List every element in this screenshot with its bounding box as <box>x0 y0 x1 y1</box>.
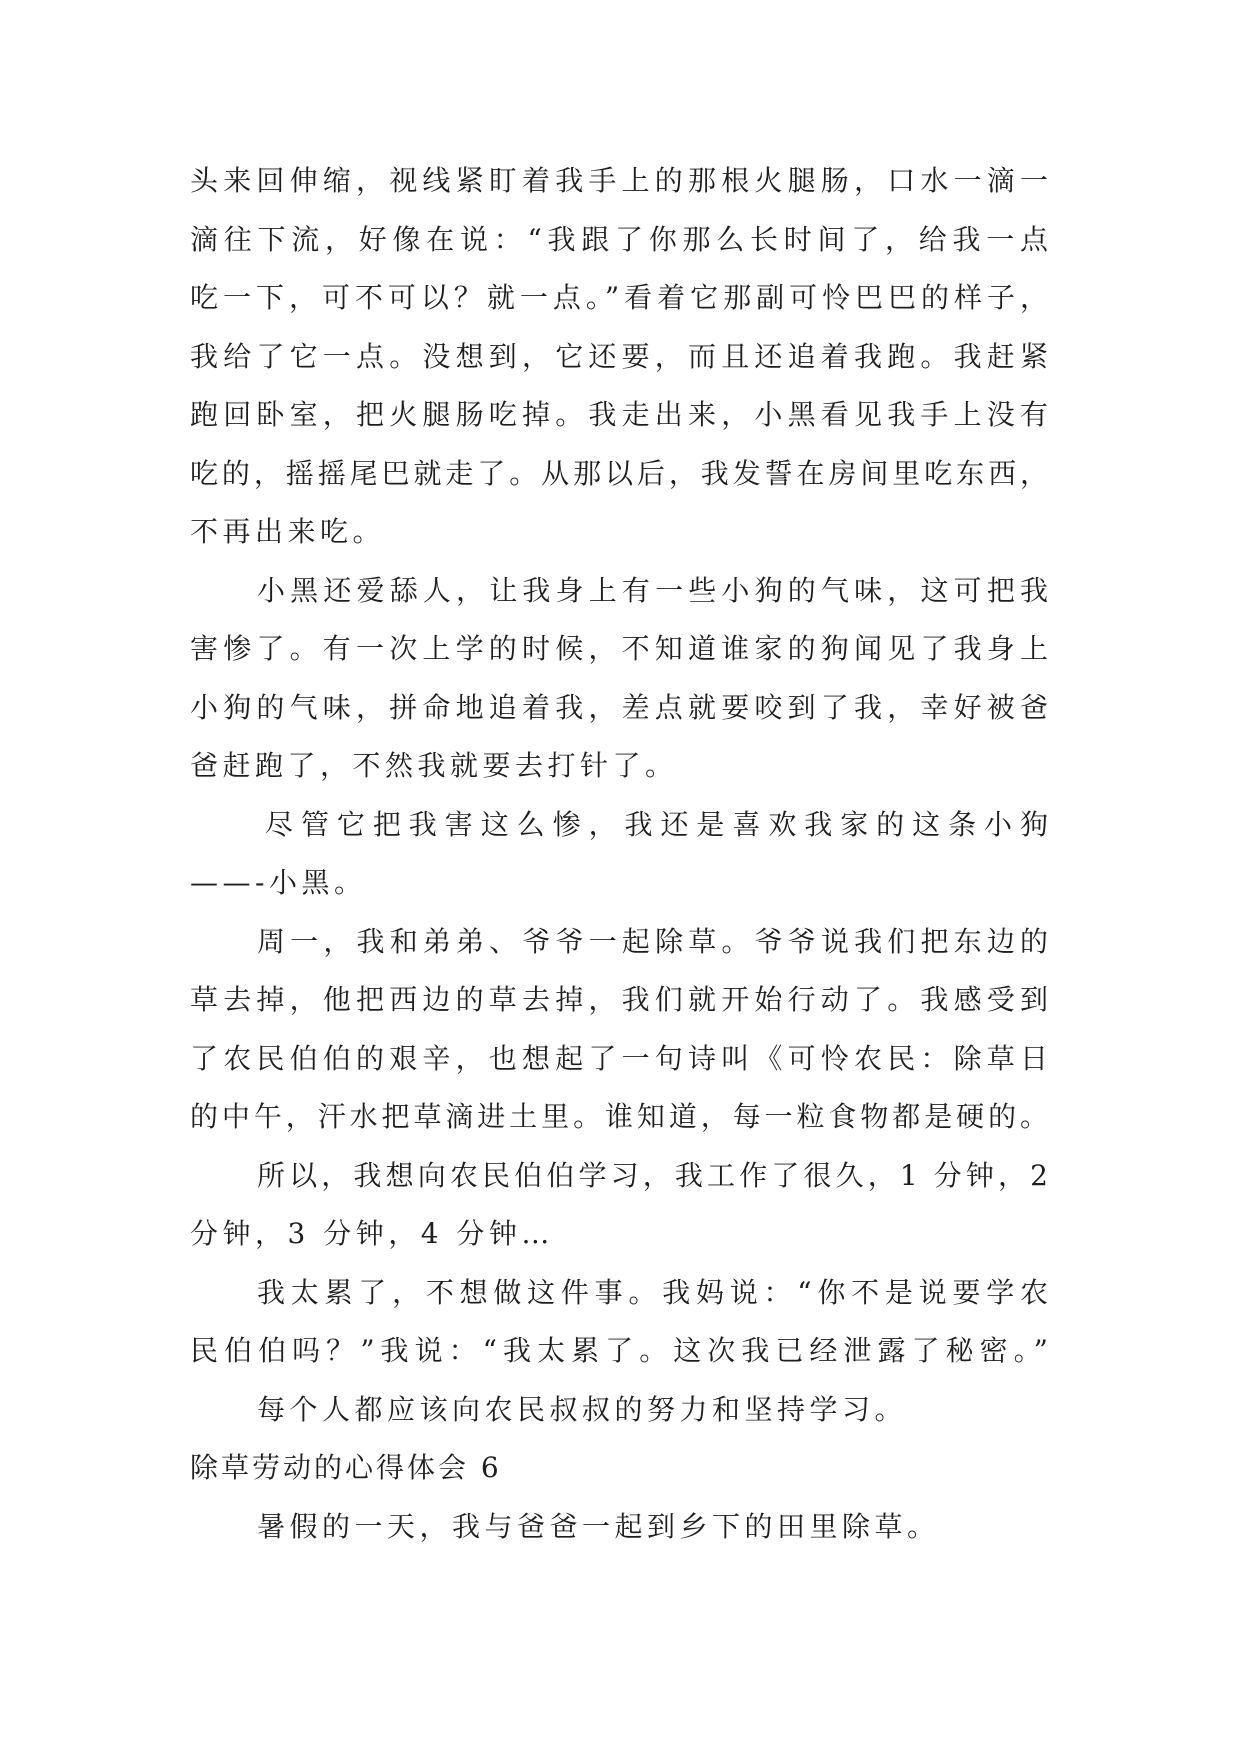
text-line: 暑假的一天，我与爸爸一起到乡下的田里除草。 <box>257 1509 940 1543</box>
text-line: 害惨了。有一次上学的时候，不知道谁家的狗闻见了我身上 <box>190 632 1051 665</box>
text-line: ——-小黑。 <box>190 866 367 899</box>
text-line: 草去掉，他把西边的草去掉，我们就开始行动了。我感受到 <box>190 983 1051 1016</box>
text-line: 吃一下，可不可以？就一点。”看着它那副可怜巴巴的样子， <box>190 281 1051 314</box>
text-line: 不再出来吃。 <box>190 515 386 548</box>
text-line: 周一，我和弟弟、爷爷一起除草。爷爷说我们把东边的 <box>257 924 1051 958</box>
text-line: 民伯伯吗？”我说：“我太累了。这次我已经泄露了秘密。” <box>190 1334 1051 1367</box>
text-line: 我给了它一点。没想到，它还要，而且还追着我跑。我赶紧 <box>190 339 1051 373</box>
text-line: 每个人都应该向农民叔叔的努力和坚持学习。 <box>257 1392 908 1426</box>
text-line: 小狗的气味，拼命地追着我，差点就要咬到了我，幸好被爸 <box>190 690 1051 724</box>
text-line: 小黑还爱舔人，让我身上有一些小狗的气味，这可把我 <box>257 573 1051 607</box>
document-page <box>190 152 1051 1556</box>
text-line: 爸赶跑了，不然我就要去打针了。 <box>190 749 678 782</box>
text-line: 跑回卧室，把火腿肠吃掉。我走出来，小黑看见我手上没有 <box>190 398 1051 431</box>
text-line: 我太累了，不想做这件事。我妈说：“你不是说要学农 <box>257 1275 1051 1309</box>
text-line: 吃的，摇摇尾巴就走了。从那以后，我发誓在房间里吃东西， <box>190 456 1051 490</box>
text-line: 所以，我想向农民伯伯学习，我工作了很久，1 分钟，2 <box>257 1158 1051 1192</box>
text-line: 头来回伸缩，视线紧盯着我手上的那根火腿肠，口水一滴一 <box>190 164 1051 197</box>
text-line: 分钟，3 分钟，4 分钟… <box>190 1217 554 1250</box>
text-line: 了农民伯伯的艰辛，也想起了一句诗叫《可怜农民：除草日 <box>190 1041 1051 1075</box>
section-heading: 除草劳动的心得体会 6 <box>190 1451 502 1484</box>
text-line: 的中午，汗水把草滴进土里。谁知道，每一粒食物都是硬的。 <box>190 1100 1051 1133</box>
text-line: 尽管它把我害这么惨，我还是喜欢我家的这条小狗 <box>265 807 1051 841</box>
text-line: 滴往下流，好像在说：“我跟了你那么长时间了，给我一点 <box>190 222 1051 256</box>
